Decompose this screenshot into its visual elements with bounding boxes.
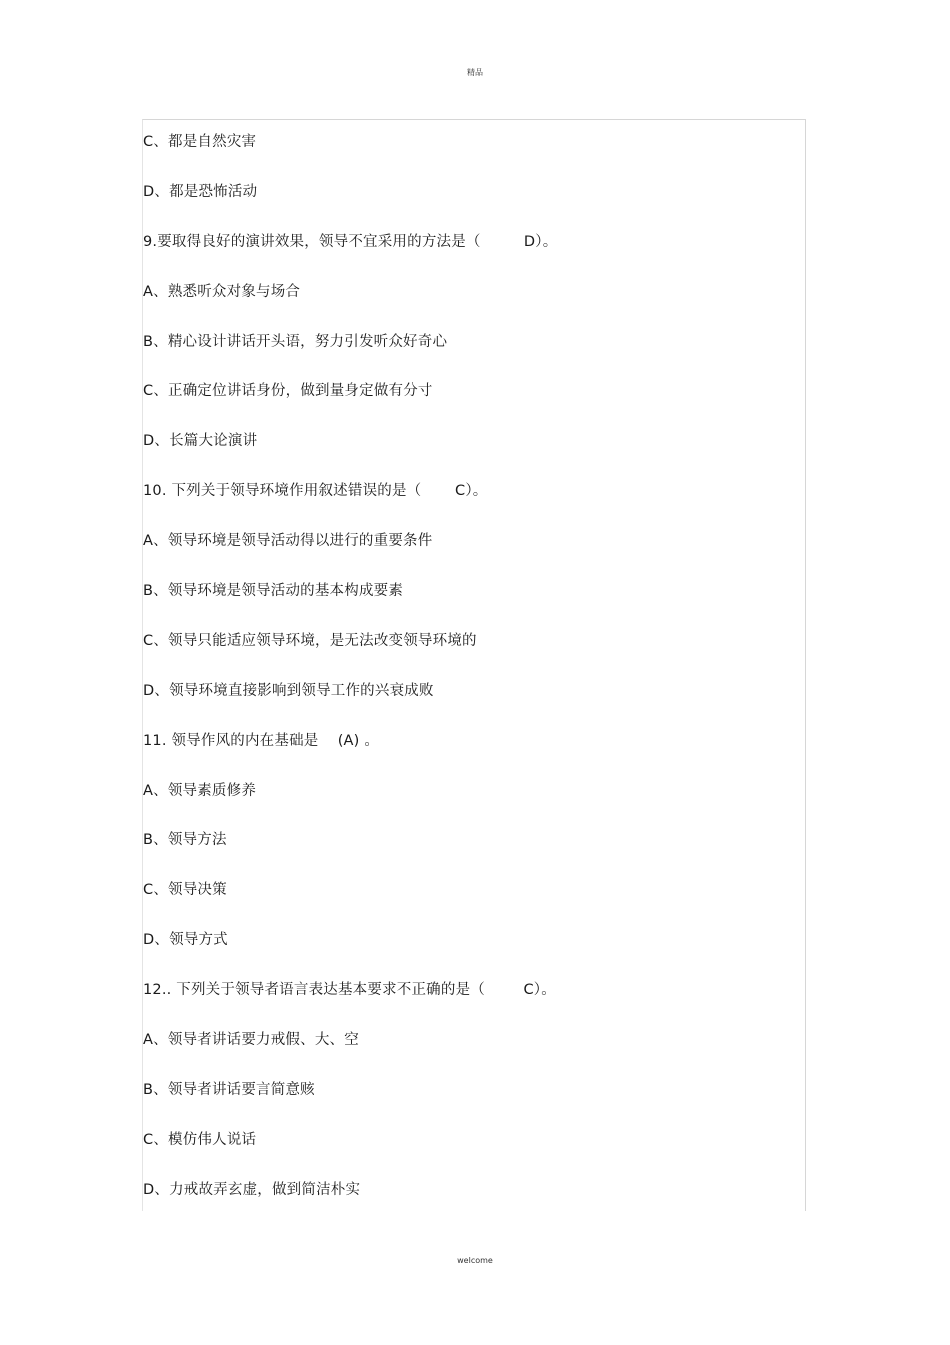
option-line: A、领导环境是领导活动得以进行的重要条件 (143, 533, 433, 550)
option-line: B、领导者讲话要言简意赅 (143, 1081, 315, 1098)
option-line: D、长篇大论演讲 (143, 433, 258, 450)
option-line: D、领导方式 (143, 932, 228, 949)
option-line: C、都是自然灾害 (143, 134, 257, 150)
option-line: D、力戒故弄玄虚，做到简洁朴实 (143, 1181, 361, 1198)
question-line: 12.. 下列关于领导者语言表达基本要求不正确的是（ C）。 (143, 982, 556, 999)
question-line: 9.要取得良好的演讲效果，领导不宜采用的方法是（ D）。 (143, 233, 558, 250)
option-line: C、领导只能适应领导环境，是无法改变领导环境的 (143, 632, 477, 649)
option-line: B、领导方法 (143, 832, 227, 849)
option-line: D、都是恐怖活动 (143, 183, 258, 200)
option-line: A、领导素质修养 (143, 782, 257, 799)
question-line: 10. 下列关于领导环境作用叙述错误的是（ C）。 (143, 483, 488, 500)
option-line: B、领导环境是领导活动的基本构成要素 (143, 583, 404, 600)
option-line: C、领导决策 (143, 882, 227, 899)
header-watermark: 精品 (467, 68, 483, 77)
option-line: C、正确定位讲话身份，做到量身定做有分寸 (143, 383, 433, 400)
option-line: B、精心设计讲话开头语，努力引发听众好奇心 (143, 333, 448, 350)
option-line: C、模仿伟人说话 (143, 1131, 257, 1148)
option-line: D、领导环境直接影响到领导工作的兴衰成败 (143, 682, 434, 699)
option-line: A、熟悉听众对象与场合 (143, 283, 301, 300)
footer-watermark: welcome (457, 1256, 493, 1265)
question-list (143, 131, 557, 1229)
question-line: 11. 领导作风的内在基础是 (A) 。 (143, 732, 380, 749)
option-line: A、领导者讲话要力戒假、大、空 (143, 1032, 359, 1049)
